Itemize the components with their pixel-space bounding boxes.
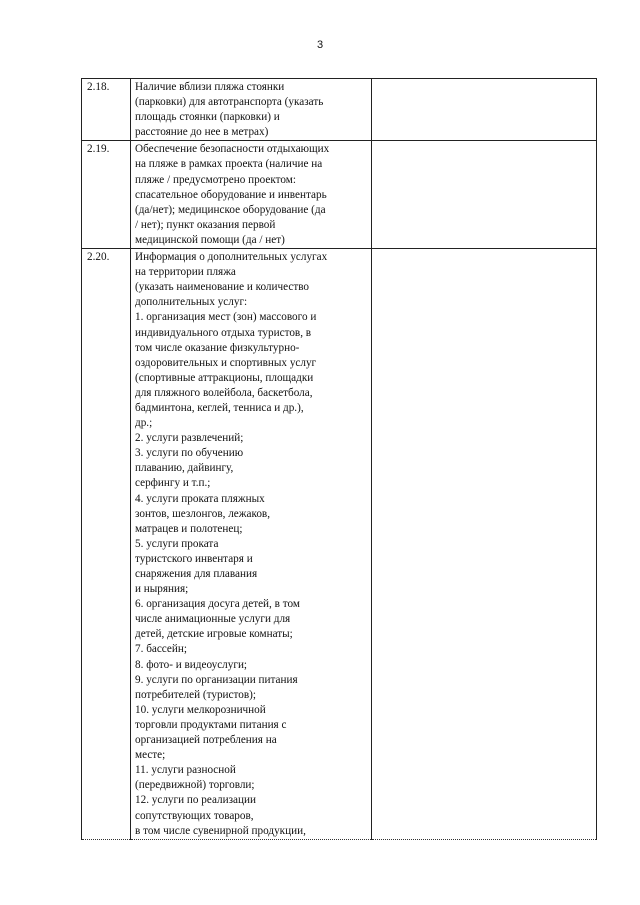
description-line: Обеспечение безопасности отдыхающих	[135, 143, 330, 156]
description-line: 4. услуги проката пляжных	[135, 492, 265, 505]
description-line: 7. бассейн;	[135, 643, 187, 656]
description-line: 9. услуги по организации питания	[135, 673, 298, 686]
item-number: 2.18.	[82, 79, 131, 141]
description-line: месте;	[135, 749, 166, 762]
table-row	[82, 249, 597, 840]
description-line: зонтов, шезлонгов, лежаков,	[135, 507, 271, 520]
description-line: (парковки) для автотранспорта (указать	[135, 96, 324, 109]
table-row	[82, 141, 597, 249]
description-line: плаванию, дайвингу,	[135, 462, 234, 475]
table-body	[82, 79, 597, 840]
description-line: дополнительных услуг:	[135, 296, 248, 309]
item-description	[131, 141, 372, 249]
item-number: 2.19.	[82, 141, 131, 249]
description-line: 11. услуги разносной	[135, 764, 236, 777]
description-line: сопутствующих товаров,	[135, 809, 254, 822]
description-line: бадминтона, кеглей, тенниса и др.),	[135, 401, 304, 414]
description-line: 5. услуги проката	[135, 537, 219, 550]
description-line: медицинской помощи (да / нет)	[135, 233, 285, 246]
description-line: на пляже в рамках проекта (наличие на	[135, 158, 323, 171]
description-line: (да/нет); медицинское оборудование (да	[135, 203, 326, 216]
answer-cell[interactable]	[372, 79, 597, 141]
description-line: оздоровительных и спортивных услуг	[135, 356, 317, 369]
description-line: 2. услуги развлечений;	[135, 432, 244, 445]
description-line: спасательное оборудование и инвентарь	[135, 188, 327, 201]
description-line: и ныряния;	[135, 583, 189, 596]
description-line: 3. услуги по обучению	[135, 447, 244, 460]
description-line: пляже / предусмотрено проектом:	[135, 173, 296, 186]
description-line: для пляжного волейбола, баскетбола,	[135, 386, 313, 399]
item-description	[131, 249, 372, 840]
description-line: 10. услуги мелкорозничной	[135, 703, 266, 716]
description-line: организацией потребления на	[135, 734, 277, 747]
description-line: 8. фото- и видеоуслуги;	[135, 658, 248, 671]
description-line: расстояние до нее в метрах)	[135, 126, 269, 139]
page-number: 3	[316, 39, 324, 51]
description-line: матрацев и полотенец;	[135, 522, 243, 535]
description-line: детей, детские игровые комнаты;	[135, 628, 293, 641]
description-line: (указать наименование и количество	[135, 281, 310, 294]
description-line: на территории пляжа	[135, 266, 236, 279]
description-line: том числе оказание физкультурно-	[135, 341, 300, 354]
description-line: Информация о дополнительных услугах	[135, 251, 328, 264]
form-table	[81, 78, 597, 840]
description-line: туристского инвентаря и	[135, 552, 253, 565]
description-line: 1. организация мест (зон) массового и	[135, 311, 317, 324]
description-line: индивидуального отдыха туристов, в	[135, 326, 312, 339]
item-number: 2.20.	[82, 249, 131, 840]
description-line: / нет); пункт оказания первой	[135, 218, 276, 231]
description-line: 12. услуги по реализации	[135, 794, 256, 807]
description-line: Наличие вблизи пляжа стоянки	[135, 81, 285, 93]
description-line: снаряжения для плавания	[135, 568, 258, 580]
description-line: площадь стоянки (парковки) и	[135, 111, 280, 124]
item-description	[131, 79, 372, 141]
description-line: др.;	[135, 417, 153, 430]
table-row	[82, 79, 597, 141]
description-line: торговли продуктами питания с	[135, 718, 287, 731]
description-line: серфингу и т.п.;	[135, 477, 211, 490]
description-line: (спортивные аттракционы, площадки	[135, 371, 314, 384]
answer-cell[interactable]	[372, 249, 597, 840]
answer-cell[interactable]	[372, 141, 597, 249]
description-line: (передвижной) торговли;	[135, 779, 255, 792]
description-line: числе анимационные услуги для	[135, 613, 291, 626]
description-line: потребителей (туристов);	[135, 688, 256, 701]
description-line: в том числе сувенирной продукции,	[135, 824, 306, 837]
description-line: 6. организация досуга детей, в том	[135, 598, 300, 611]
